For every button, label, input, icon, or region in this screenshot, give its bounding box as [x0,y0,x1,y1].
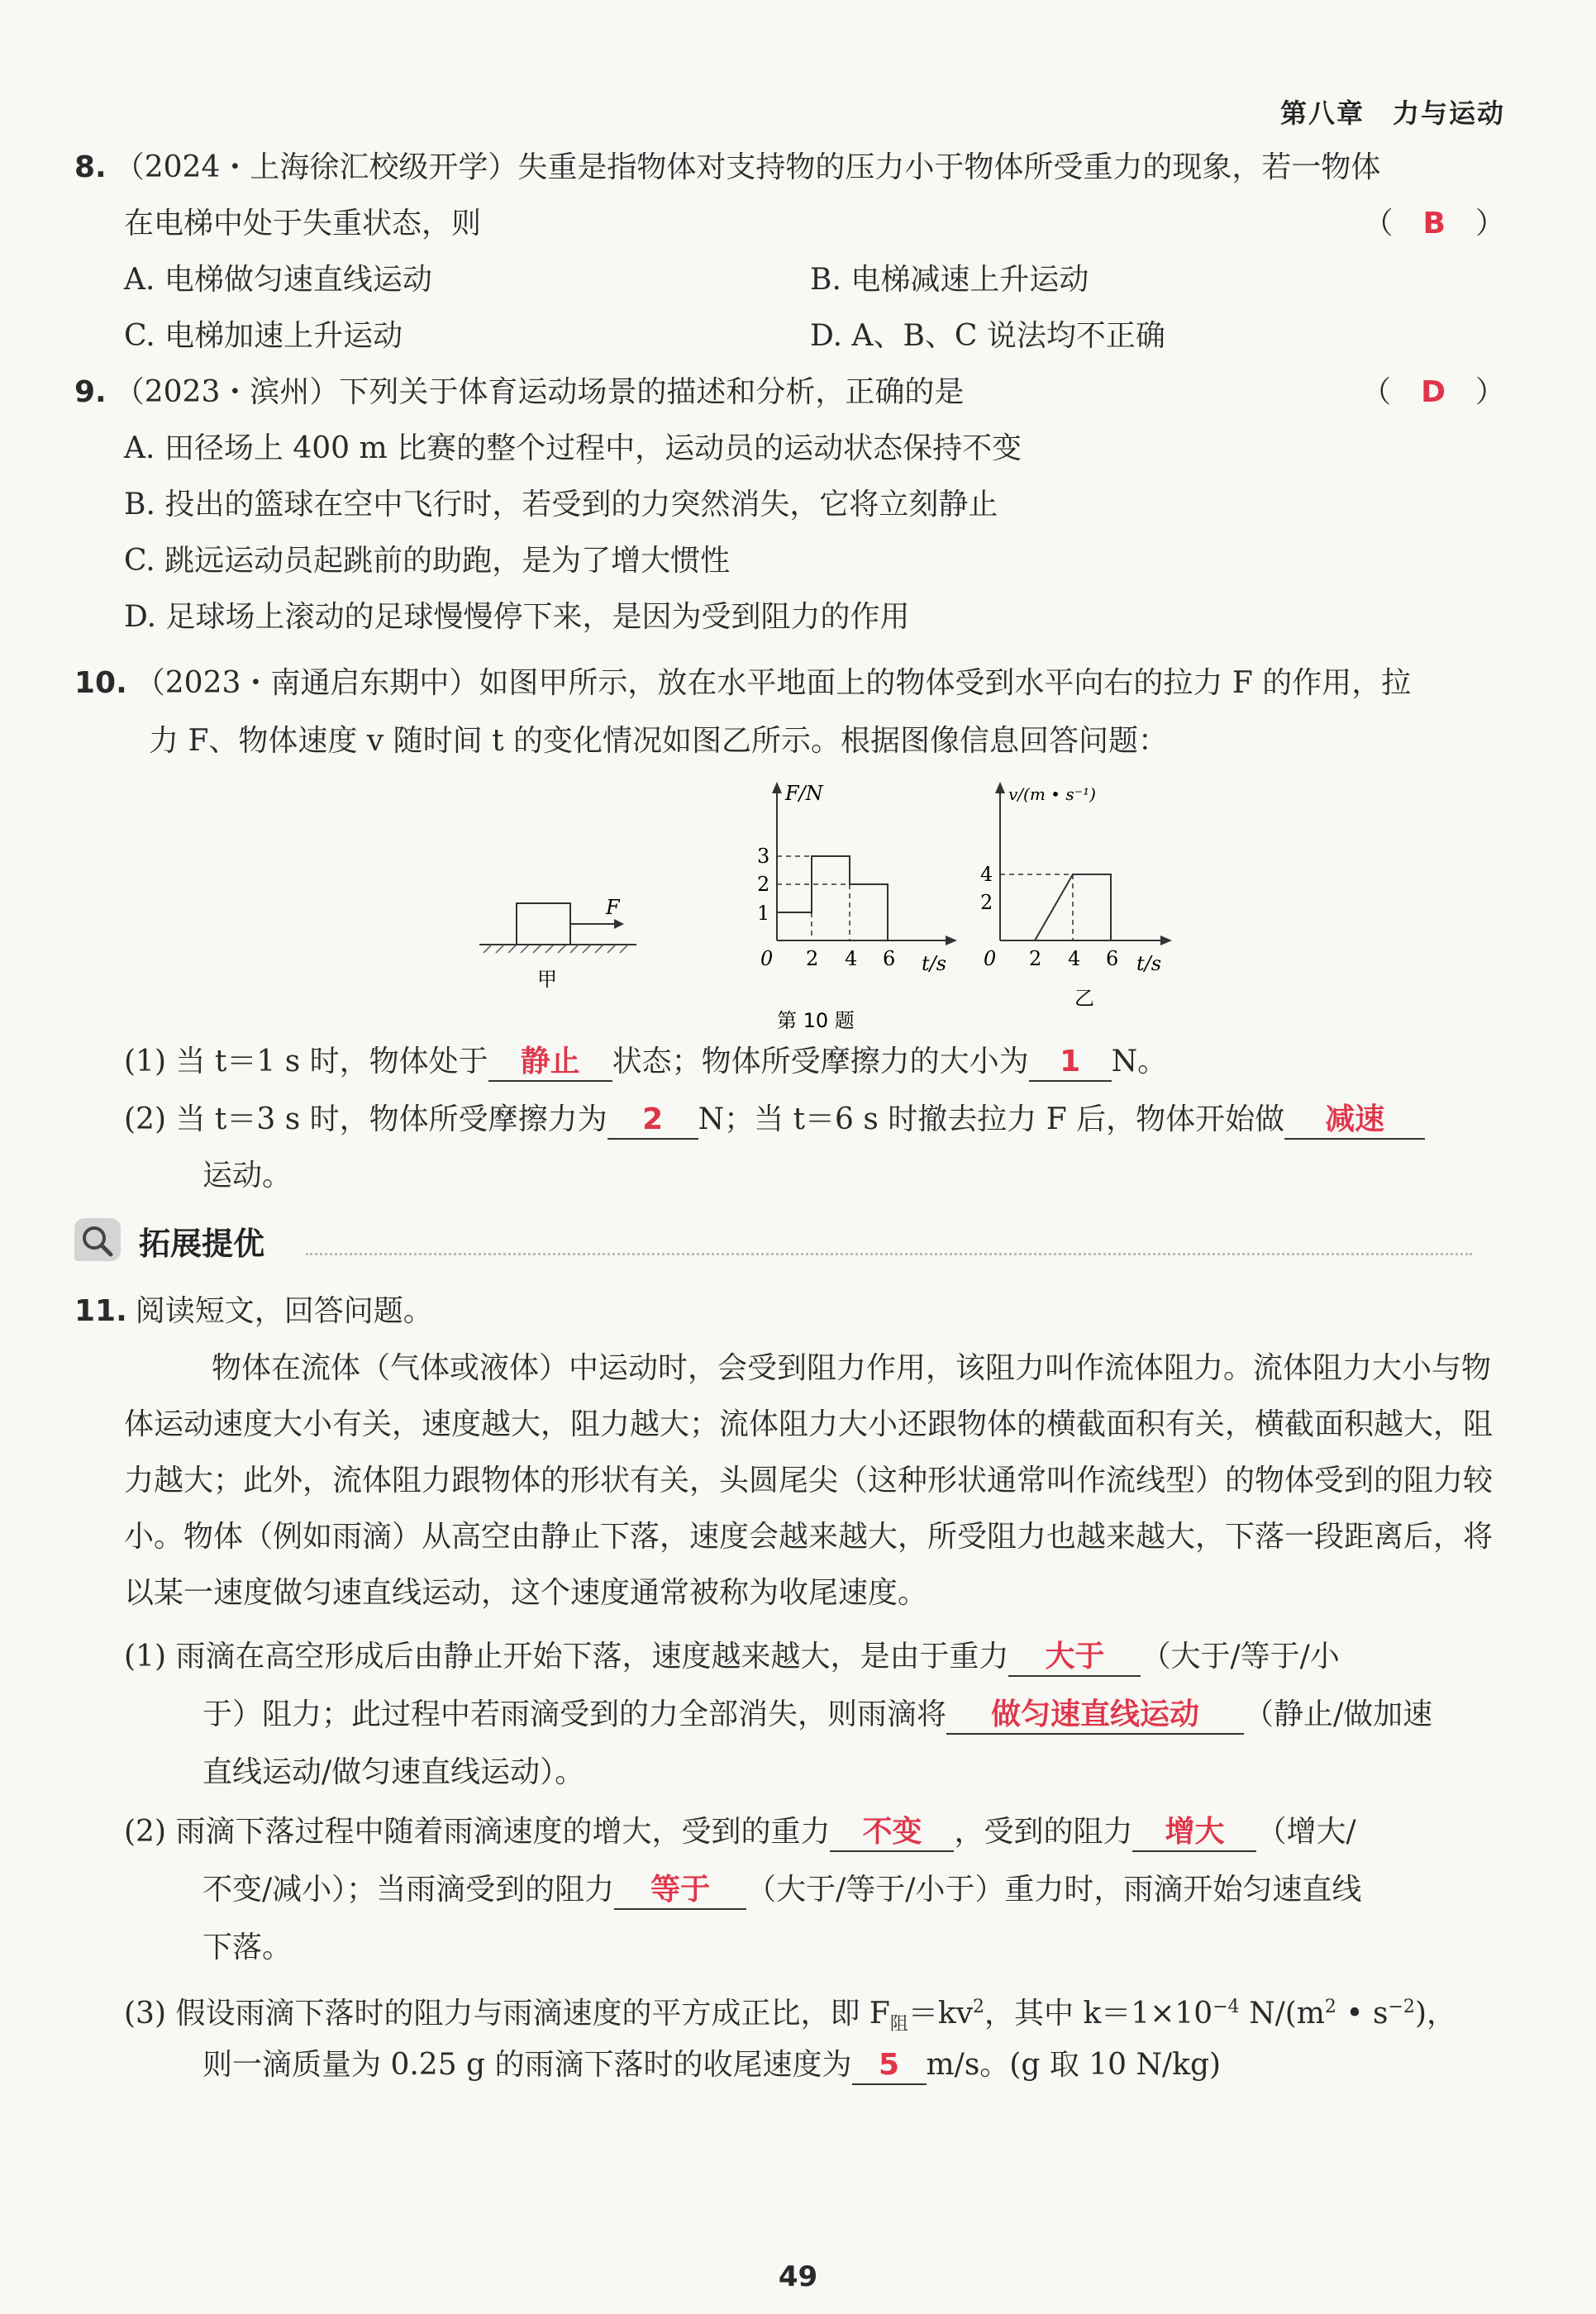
q11-p1-text-a: (1) 雨滴在高空形成后由静止开始下落，速度越来越大，是由于重力 [124,1640,1009,1674]
graph-v-t [980,782,1172,1010]
q11-stem-line [74,1291,1505,1332]
F-xtick-4: 4 [845,947,858,970]
q9-option-d: D. 足球场上滚动的足球慢慢停下来，是因为受到阻力的作用 [124,600,910,634]
q8-answer-paren: （ B ） [1363,207,1505,240]
q10-part2 [124,1099,1505,1140]
q11-p3-text-g: 则一滴质量为 0.25 g 的雨滴下落时的收尾速度为 [202,2048,852,2082]
force-label: F [606,896,620,919]
q11-p3-sup4: −2 [1388,1997,1415,2017]
q10-figure-svg [455,775,1198,1048]
q8-option-c: C. 电梯加速上升运动 [124,319,403,353]
q8-stem-line2 [124,203,1505,245]
q11-passage: 物体在流体（气体或液体）中运动时，会受到阻力作用，该阻力叫作流体阻力。流体阻力大小与物体运动速度大小有关，速度越大，阻力越大；流体阻力大小还跟物体的横截面积有关，横截面积越大，阻力越大；此外，流体阻力跟物体的形状有关，头圆尾尖（这种形状通常叫作流线型）的物体受到的阻力较小。物体（例如雨滴）从高空由静止下落，速度会越来越大，所受阻力也越来越大，下落一段距离后，将以某一速度做匀速直线运动，这个速度通常被称为收尾速度。 [124,1351,1494,1610]
v-ytick-2: 2 [980,891,993,914]
v-xtick-4: 4 [1068,947,1081,970]
label-yi: 乙 [1074,987,1094,1010]
q11-p3-sup3: 2 [1324,1997,1336,2017]
q10-p1-text-b: 状态；物体所受摩擦力的大小为 [612,1045,1029,1078]
section-title: 拓展提优 [139,1226,265,1262]
q11-p3-text-d: N/(m [1239,1997,1325,2031]
q10-p2-text-b: N；当 t＝6 s 时撤去拉力 F 后，物体开始做 [698,1102,1285,1136]
page-number: 49 [778,2260,818,2293]
section-header [74,1215,1505,1264]
q8-number: 8. [74,150,107,184]
q11-p3-text-b: ＝kv [908,1997,974,2031]
q11-p3-text-e: • s [1336,1997,1389,2031]
q10-p1-text-c: N。 [1111,1045,1168,1078]
q11-part2-line3: 下落。 [202,1931,293,1964]
F-xtick-2: 2 [806,947,819,970]
q11-p3-blank: 5 [852,2047,927,2085]
label-jia: 甲 [537,968,557,991]
q8-options-row1 [124,259,1505,301]
q10-p2-blank2: 减速 [1284,1102,1425,1140]
figure-caption: 第 10 题 [777,1009,855,1032]
magnifier-icon [74,1218,121,1261]
q11-p1-text-d: （静止/做加速 [1244,1697,1433,1731]
q8-stem-line1 [74,147,1505,188]
q10-p2-text-a: (2) 当 t＝3 s 时，物体所受摩擦力为 [124,1102,607,1136]
q11-number: 11. [74,1294,127,1328]
v-xtick-2: 2 [1029,947,1042,970]
q8-stem-text2: 在电梯中处于失重状态，则 [124,207,482,240]
F-xtick-0: 0 [760,947,774,970]
q10-stem-text1: （2023・南通启东期中）如图甲所示，放在水平地面上的物体受到水平向右的拉力 F 的作用，拉 [135,666,1412,700]
q11-p3-sup1: 2 [973,1997,985,2017]
section-rule [306,1253,1472,1255]
q11-part1-line3: 直线运动/做匀速直线运动）。 [202,1755,585,1789]
q9-number: 9. [74,375,107,409]
q11-p3-text-h: m/s。(g 取 10 N/kg) [926,2048,1222,2082]
q8-options-row2 [124,316,1505,357]
q11-p3-sub: 阻 [889,2014,908,2035]
q11-p2-text-e: （大于/等于/小于）重力时，雨滴开始匀速直线 [746,1873,1362,1907]
F-xtick-6: 6 [883,947,896,970]
q11-p1-blank2: 做匀速直线运动 [946,1697,1244,1735]
v-ylabel: v/(m • s⁻¹) [1008,784,1096,804]
q11-p2-blank3: 等于 [614,1872,746,1910]
q11-p1-text-b: （大于/等于/小 [1141,1640,1340,1674]
F-ylabel: F/N [785,782,823,805]
F-ytick-2: 2 [757,873,770,896]
q10-p2-blank1: 2 [607,1102,698,1140]
q11-part2-line1 [124,1812,1505,1853]
v-xlabel: t/s [1136,952,1162,975]
F-step-line [777,856,888,940]
q10-figure [455,775,1198,1048]
q10-stem-line2: 力 F、物体速度 v 随时间 t 的变化情况如图乙所示。根据图像信息回答问题： [149,724,1169,758]
F-ytick-3: 3 [757,845,770,868]
q8-option-d: D. A、B、C 说法均不正确 [810,319,1165,353]
q11-p3-sup2: −4 [1212,1997,1240,2017]
q9-answer: D [1421,375,1446,409]
q10-stem-line1 [74,663,1505,704]
figure-jia [479,896,636,991]
q11-p1-blank1: 大于 [1008,1639,1141,1677]
q11-p2-blank1: 不变 [830,1814,954,1852]
q10-p1-blank1: 静止 [488,1044,612,1082]
v-xtick-0: 0 [984,947,997,970]
q11-p2-text-d: 不变/减小）；当雨滴受到的阻力 [202,1873,615,1907]
q11-p1-text-c: 于）阻力；此过程中若雨滴受到的力全部消失，则雨滴将 [202,1697,947,1731]
q11-p3-text-f: )， [1414,1997,1456,2031]
q11-p3-text-a: (3) 假设雨滴下落时的阻力与雨滴速度的平方成正比，即 F [124,1997,890,2031]
q11-part2-line2 [202,1869,1505,1911]
q9-stem-text: （2023・滨州）下列关于体育运动场景的描述和分析，正确的是 [114,375,965,409]
q9-option-a: A. 田径场上 400 m 比赛的整个过程中，运动员的运动状态保持不变 [124,431,1022,465]
chapter-header: 第八章 力与运动 [1279,98,1505,129]
v-line [1000,874,1111,940]
q11-part1-line1 [124,1636,1505,1678]
q11-p2-text-c: （增大/ [1256,1815,1356,1849]
F-ytick-1: 1 [757,902,770,925]
q10-part2-cont: 运动。 [202,1159,293,1193]
q11-part1-line2 [202,1694,1505,1736]
q10-part1 [124,1041,1505,1083]
ground-hatch [484,945,628,953]
q11-p2-text-b: ，受到的阻力 [954,1815,1133,1849]
force-arrow-head [614,919,624,929]
q10-p1-blank2: 1 [1029,1044,1112,1082]
q11-p2-blank2: 增大 [1132,1814,1256,1852]
F-xlabel: t/s [922,952,947,975]
q11-stem: 阅读短文，回答问题。 [135,1294,433,1328]
block [517,903,570,945]
q8-stem-text1: （2024・上海徐汇校级开学）失重是指物体对支持物的压力小于物体所受重力的现象，若一物体 [114,150,1381,184]
v-xtick-6: 6 [1106,947,1119,970]
q9-option-b: B. 投出的篮球在空中飞行时，若受到的力突然消失，它将立刻静止 [124,488,998,521]
q8-option-a: A. 电梯做匀速直线运动 [124,263,432,297]
q11-part3-line1 [124,1987,1505,2045]
graph-F-t [757,782,957,975]
q9-option-c: C. 跳远运动员起跳前的助跑，是为了增大惯性 [124,544,731,578]
q11-p2-text-a: (2) 雨滴下落过程中随着雨滴速度的增大，受到的重力 [124,1815,831,1849]
q10-p1-text-a: (1) 当 t＝1 s 时，物体处于 [124,1045,488,1078]
q11-part3-line2 [202,2045,1505,2086]
q9-stem-line [74,372,1505,413]
q10-number: 10. [74,666,127,700]
q8-answer: B [1422,207,1446,240]
v-ytick-4: 4 [980,863,993,886]
q8-option-b: B. 电梯减速上升运动 [810,263,1089,297]
F-guides [777,856,850,940]
v-guides [1000,874,1073,940]
q9-answer-paren: （ D ） [1361,375,1505,409]
q11-p3-text-c: ，其中 k＝1×10 [984,1997,1213,2031]
